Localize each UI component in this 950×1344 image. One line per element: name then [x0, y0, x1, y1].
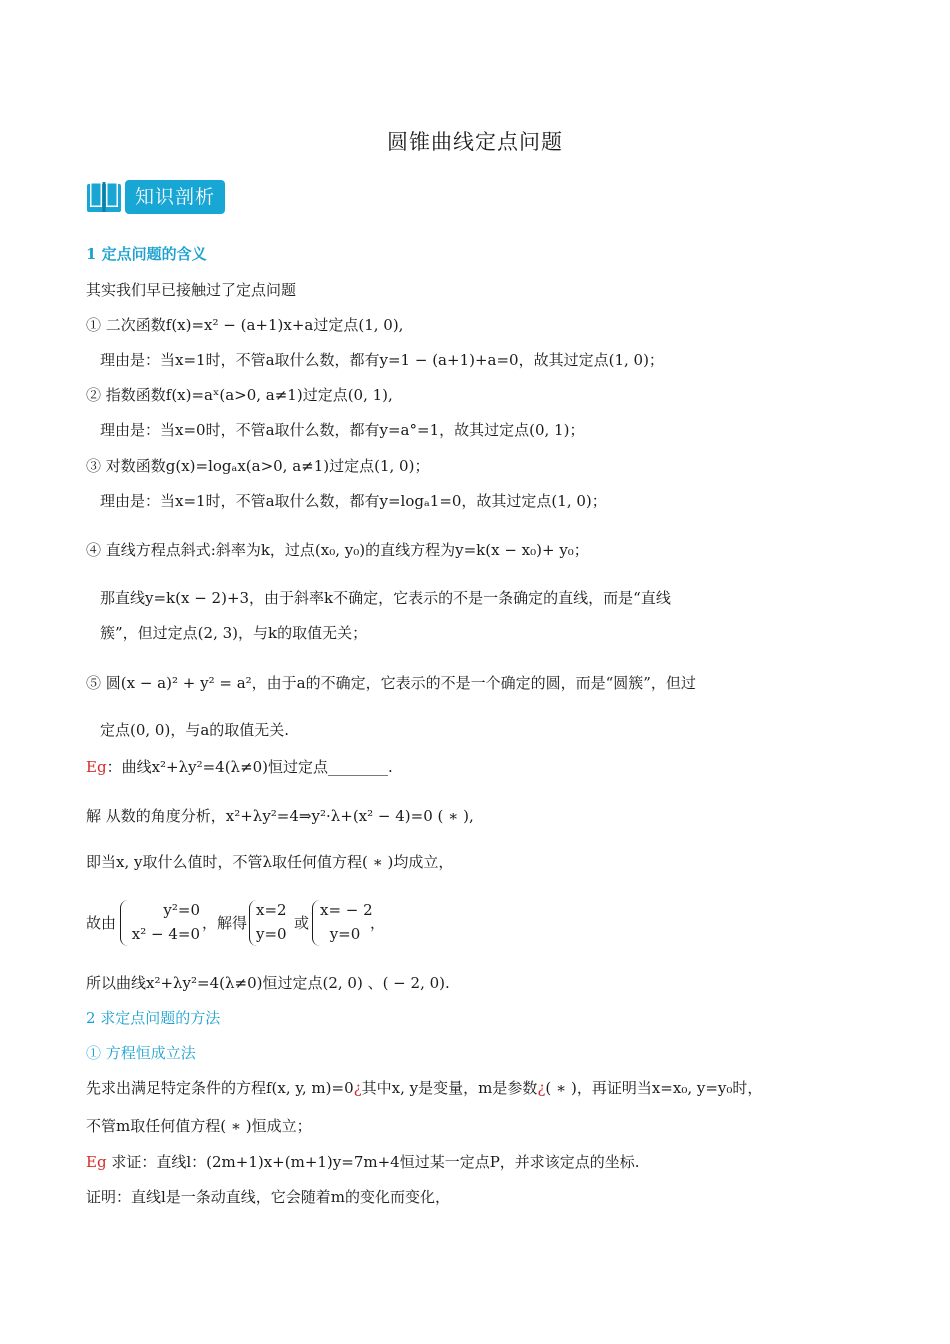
example-3-reason: 理由是：当x=1时，不管a取什么数，都有y=logₐ1=0，故其过定点(1, 0)；: [100, 492, 607, 510]
method-1-heading: ① 方程恒成立法: [86, 1044, 196, 1062]
eg-2-label: Eg: [86, 1153, 107, 1171]
section-2-heading: 2 求定点问题的方法: [86, 1009, 221, 1027]
solution-conclusion: 所以曲线x²+λy²=4(λ≠0)恒过定点(2, 0) 、( − 2, 0).: [86, 974, 450, 992]
example-2-reason: 理由是：当x=0时，不管a取什么数，都有y=a°=1，故其过定点(0, 1)；: [100, 421, 585, 439]
method-1-line-2: 不管m取任何值方程( ∗ )恒成立；: [86, 1117, 312, 1135]
system-1-line-2: x² − 4=0: [131, 925, 200, 943]
example-1-reason: 理由是：当x=1时，不管a取什么数，都有y=1 − (a+1)+a=0，故其过定点(1, 0)；: [100, 351, 664, 369]
example-1: ① 二次函数f(x)=x² − (a+1)x+a过定点(1, 0),: [86, 316, 404, 334]
solve-text: ，解得: [202, 914, 248, 932]
method-1-part-b: 其中x, y是变量，m是参数: [361, 1079, 538, 1097]
section-1-heading: 1 定点问题的含义: [86, 245, 207, 263]
or-text: 或: [294, 914, 310, 932]
system-3-line-1: x= − 2: [320, 901, 373, 919]
example-4: ④ 直线方程点斜式:斜率为k，过点(x₀, y₀)的直线方程为y=k(x − x₀)+ y₀；: [86, 541, 589, 559]
system-2: [256, 898, 287, 946]
eg-2: [86, 1152, 640, 1172]
system-1: [128, 898, 200, 946]
open-book-icon: [86, 180, 122, 214]
method-1-part-a: 先求出满足特定条件的方程f(x, y, m)=0: [86, 1079, 354, 1097]
example-5-continued: 定点(0, 0)，与a的取值无关.: [100, 721, 290, 739]
system-3: [320, 898, 373, 946]
system-2-line-1: x=2: [256, 901, 287, 919]
system-2-line-2: y=0: [256, 925, 287, 943]
example-4-continued-1: 那直线y=k(x − 2)+3，由于斜率k不确定，它表示的不是一条确定的直线，而是“直线: [100, 589, 671, 607]
page-title: 圆锥曲线定点问题: [387, 130, 563, 154]
system-1-line-1: y²=0: [163, 901, 200, 919]
section-banner: [86, 179, 225, 215]
inverted-question-mark-2: ¿: [537, 1079, 546, 1097]
solution-line-1: 解 从数的角度分析，x²+λy²=4⇒y²·λ+(x² − 4)=0 ( ∗ ),: [86, 807, 474, 825]
eg-1-text: ：曲线x²+λy²=4(λ≠0)恒过定点________.: [106, 758, 393, 776]
proof-line: 证明：直线l是一条动直线，它会随着m的变化而变化，: [86, 1188, 451, 1206]
system-3-line-2: y=0: [329, 925, 361, 943]
inverted-question-mark-1: ¿: [353, 1079, 362, 1097]
method-1-line-1: [86, 1078, 762, 1098]
system-prefix: 故由: [86, 914, 117, 932]
solution-line-2: 即当x, y取什么值时，不管λ取任何值方程( ∗ )均成立，: [86, 853, 454, 871]
eg-1-label: Eg: [86, 758, 107, 776]
eg-1: [86, 757, 393, 777]
example-3: ③ 对数函数g(x)=logₐx(a>0, a≠1)过定点(1, 0)；: [86, 457, 430, 475]
example-2: ② 指数函数f(x)=aˣ(a>0, a≠1)过定点(0, 1),: [86, 386, 393, 404]
method-1-part-c: ( ∗ )，再证明当x=x₀, y=y₀时，: [545, 1079, 763, 1097]
example-5: ⑤ 圆(x − a)² + y² = a²，由于a的不确定，它表示的不是一个确定的圆，而是“圆簇”，但过: [86, 674, 696, 692]
banner-label: 知识剖析: [125, 180, 225, 214]
intro-text: 其实我们早已接触过了定点问题: [86, 281, 297, 299]
example-4-continued-2: 簇”，但过定点(2, 3)，与k的取值无关；: [100, 624, 368, 642]
eg-2-text: 求证：直线l：(2m+1)x+(m+1)y=7m+4恒过某一定点P，并求该定点的坐标.: [106, 1153, 640, 1171]
system-suffix: ，: [370, 914, 386, 932]
